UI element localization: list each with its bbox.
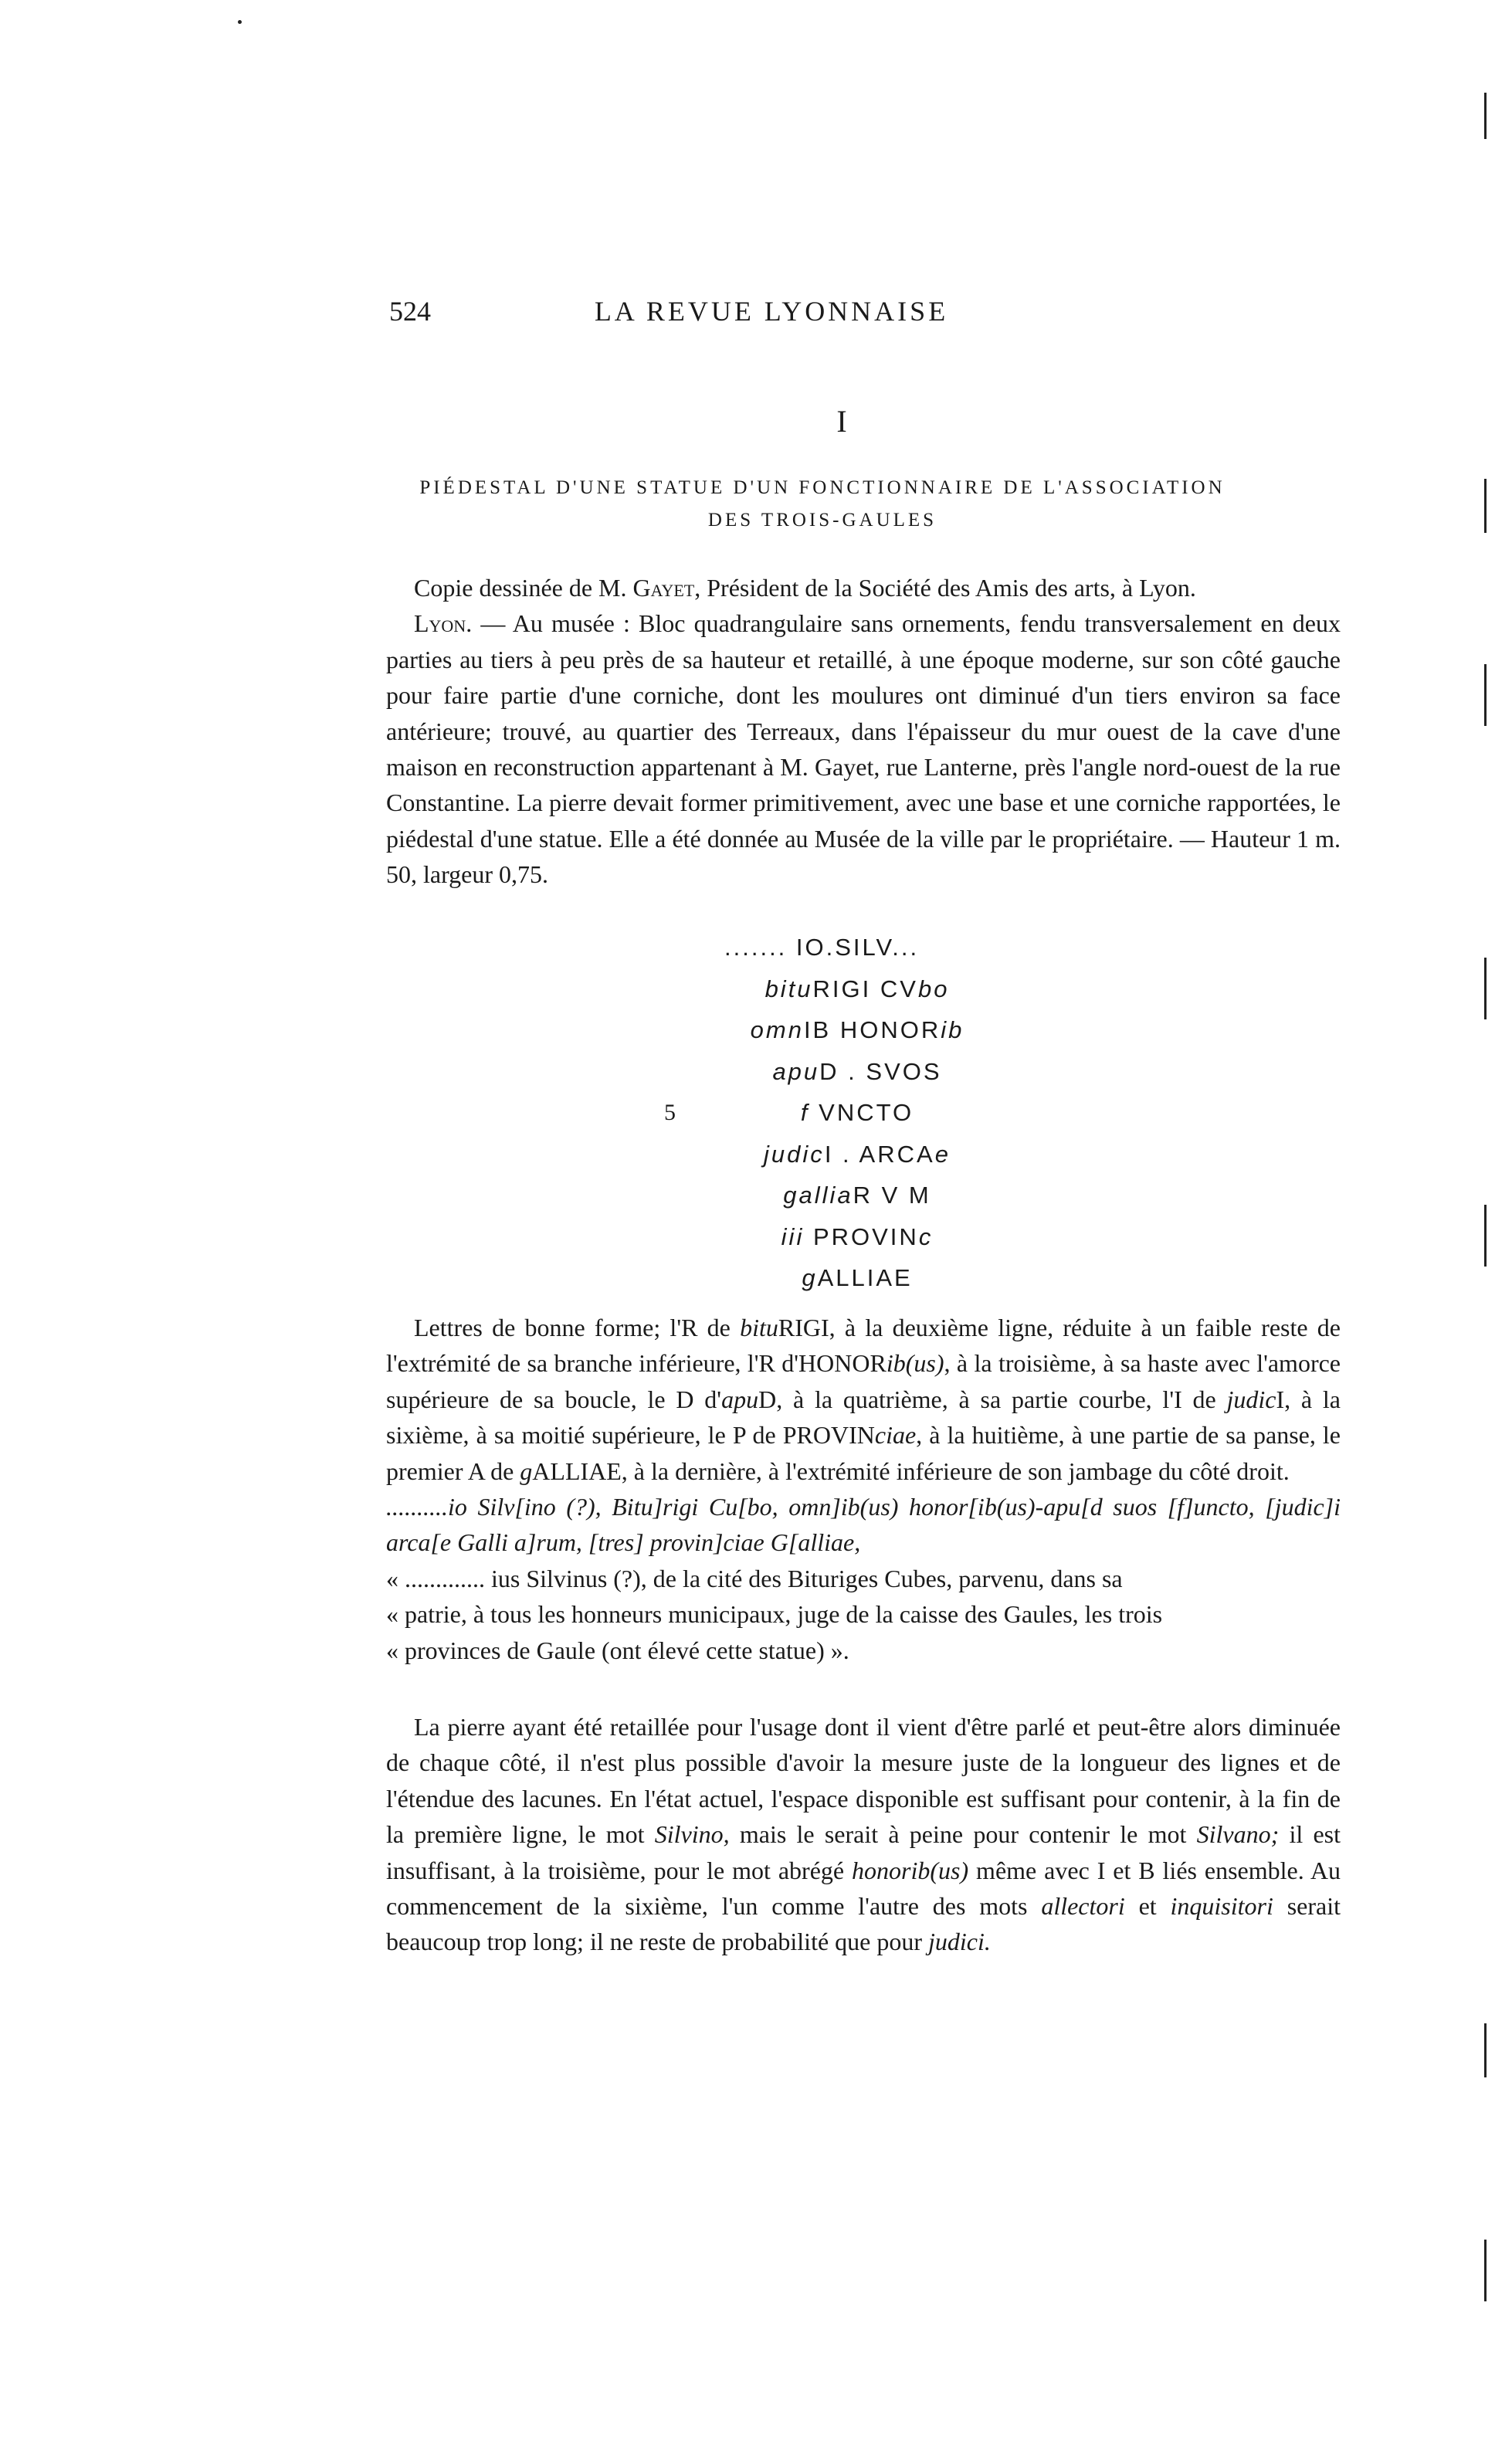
italic-run: judici. <box>928 1928 991 1956</box>
italic-run: apu <box>721 1385 759 1413</box>
translation-line-2: « patrie, à tous les honneurs municipaux, juge de la caisse des Gaules, les trois <box>386 1600 1163 1629</box>
text-run: , à la huitième, à une partie de sa panse, le premier A de <box>386 1421 1341 1485</box>
running-head: LA REVUE LYONNAISE <box>594 296 949 327</box>
inscription-line-1 <box>695 927 1019 968</box>
line-number: 5 <box>664 1100 676 1125</box>
inscription-line-8 <box>695 1216 1019 1258</box>
translation-line-3: « provinces de Gaule (ont élevé cette statue) ». <box>386 1636 849 1664</box>
italic-run: bitu <box>740 1314 778 1341</box>
find-description-text: . — Au musée : Bloc quadrangulaire sans ornements, fendu transversalement en deux parties au tiers à peu près de sa hauteur et retaillé, à une époque moderne, sur son côté gauche pour faire partie d'une corniche, dont les moulures ont diminué d'un tiers environ sa face antérieure; trouvé, au quartier des Terreaux, dans l'épaisseur du mur ouest de la cave d'une maison en reconstruction appartenant à M. Gayet, rue Lanterne, près l'angle nord-ouest de la rue Constantine. La pierre devait former primitivement, avec une base et une corniche rapportées, le piédestal d'une statue. Elle a été donnée au Musée de la ville par le propriétaire. — Hauteur 1 m. 50, largeur 0,75. <box>386 609 1341 889</box>
copy-credit <box>386 570 1341 605</box>
inscription-restored: bitu <box>764 975 813 1002</box>
italic-run: honorib(us) <box>852 1856 969 1884</box>
text-run: , à la troisième, à sa haste avec l'amorce supérieure de sa boucle, le D d' <box>386 1349 1341 1413</box>
inscription-text: VNCTO <box>809 1099 914 1126</box>
inscription-text: D . SVOS <box>819 1057 942 1085</box>
italic-run: judic <box>1226 1385 1276 1413</box>
inscription-line-4 <box>695 1051 1019 1093</box>
inscription-restored: apu <box>772 1057 820 1085</box>
letter-description <box>386 1310 1341 1489</box>
inscription-line-2 <box>695 968 1019 1010</box>
inscription-text: R V M <box>853 1182 931 1209</box>
text-run: D, à la quatrième, à sa partie courbe, l'I de <box>758 1385 1227 1413</box>
italic-run: Silvino, <box>654 1820 730 1849</box>
inscription-line-5 <box>664 1092 1019 1134</box>
scan-margin-mark <box>1484 2240 1487 2301</box>
inscription-restored: g <box>802 1264 818 1291</box>
section-number: I <box>836 404 847 439</box>
scan-margin-mark <box>1484 958 1487 1019</box>
text-run: et <box>1124 1892 1171 1921</box>
text-run: RIGI, à la deuxième ligne, réduite à un faible reste de l'extrémité de sa branche inférieure, l'R d'HONOR <box>386 1314 1341 1378</box>
inscription-restored: gallia <box>783 1182 853 1209</box>
scan-margin-mark <box>1484 479 1487 533</box>
inscription-restored: iii <box>781 1223 805 1250</box>
italic-run: ciae <box>874 1421 917 1450</box>
scan-margin-mark <box>1484 2023 1487 2077</box>
inscription-line-7 <box>695 1175 1019 1216</box>
paragraph-commentary <box>386 1310 1341 1668</box>
text-run: La pierre ayant été retaillée pour l'usage dont il vient d'être parlé et peut-être alors diminuée de chaque côté, il n'est plus possible d'avoir la mesure juste de la longueur des lignes et de l'étendue des lacunes. En l'état actuel, l'espace disponible est suffisant pour contenir, à la fin de la première ligne, le mot <box>386 1713 1341 1849</box>
inscription-text: ALLIAE <box>817 1264 913 1291</box>
transcription-text: ..........io Silv[ino (?), Bitu]rigi Cu[bo, omn]ib(us) honor[ib(us)-apu[d suos [f]uncto, [judic]i arca[e Galli a]rum, [tres] provin]ciae G[alliae, <box>386 1493 1341 1557</box>
transcription <box>386 1489 1341 1561</box>
find-description <box>386 605 1341 892</box>
italic-run: Silvano; <box>1196 1820 1280 1849</box>
paragraph-description <box>386 570 1341 893</box>
inscription-block <box>664 927 1019 1299</box>
inscription-line-6 <box>695 1134 1019 1175</box>
text-run: il est insuffisant, à la troisième, pour le mot abrégé <box>386 1820 1341 1884</box>
inscription-line-9 <box>695 1257 1019 1299</box>
text-run: I, à la sixième, à sa moitié supérieure, le P de PROVIN <box>386 1385 1341 1450</box>
inscription-text: I . ARCA <box>824 1140 935 1168</box>
text-run: Lettres de bonne forme; l'R de <box>414 1314 741 1341</box>
scan-dot <box>238 20 242 24</box>
copy-credit-text: Copie dessinée de M. <box>414 574 633 602</box>
italic-run: allectori <box>1041 1892 1125 1921</box>
translation-line-1: « ............. ius Silvinus (?), de la cité des Bituriges Cubes, parvenu, dans sa <box>386 1564 1123 1592</box>
inscription-restored: omn <box>750 1016 804 1043</box>
copy-credit-text-end: , Président de la Société des Amis des arts, à Lyon. <box>694 574 1196 602</box>
text-run: même avec I et B liés ensemble. Au commencement de la sixième, l'un comme l'autre des mots <box>386 1856 1341 1921</box>
scan-margin-mark <box>1484 1205 1487 1267</box>
inscription-restored: judic <box>764 1140 825 1168</box>
inscription-text: ....... IO.SILV... <box>724 934 920 961</box>
place-lyon: Lyon <box>414 609 466 638</box>
inscription-line-3 <box>695 1009 1019 1051</box>
text-run: serait beaucoup trop long; il ne reste de probabilité que pour <box>386 1892 1341 1956</box>
text-run: mais le serait à peine pour contenir le mot <box>729 1820 1197 1849</box>
inscription-restored: e <box>934 1140 951 1168</box>
inscription-restored: bo <box>917 975 950 1002</box>
inscription-text: IB HONOR <box>803 1016 941 1043</box>
italic-run: g <box>520 1457 533 1485</box>
paragraph-discussion <box>386 1709 1341 1960</box>
italic-run: ib(us) <box>886 1349 944 1378</box>
section-title-line2: DES TROIS-GAULES <box>707 510 937 531</box>
inscription-restored: c <box>918 1223 934 1250</box>
italic-run: inquisitori <box>1170 1892 1273 1921</box>
scan-margin-mark <box>1484 93 1487 139</box>
inscription-text: RIGI CV <box>812 975 918 1002</box>
copy-credit-name: Gayet <box>632 574 695 602</box>
inscription-text: PROVIN <box>804 1223 919 1250</box>
section-title-line1: PIÉDESTAL D'UNE STATUE D'UN FONCTIONNAIRE DE L'ASSOCIATION <box>419 477 1226 498</box>
page-number: 524 <box>389 296 431 327</box>
inscription-restored: f <box>800 1099 810 1126</box>
scan-margin-mark <box>1484 664 1487 726</box>
discussion-text <box>386 1709 1341 1960</box>
inscription-restored: ib <box>941 1016 964 1043</box>
text-run: ALLIAE, à la dernière, à l'extrémité inférieure de son jambage du côté droit. <box>532 1457 1290 1485</box>
